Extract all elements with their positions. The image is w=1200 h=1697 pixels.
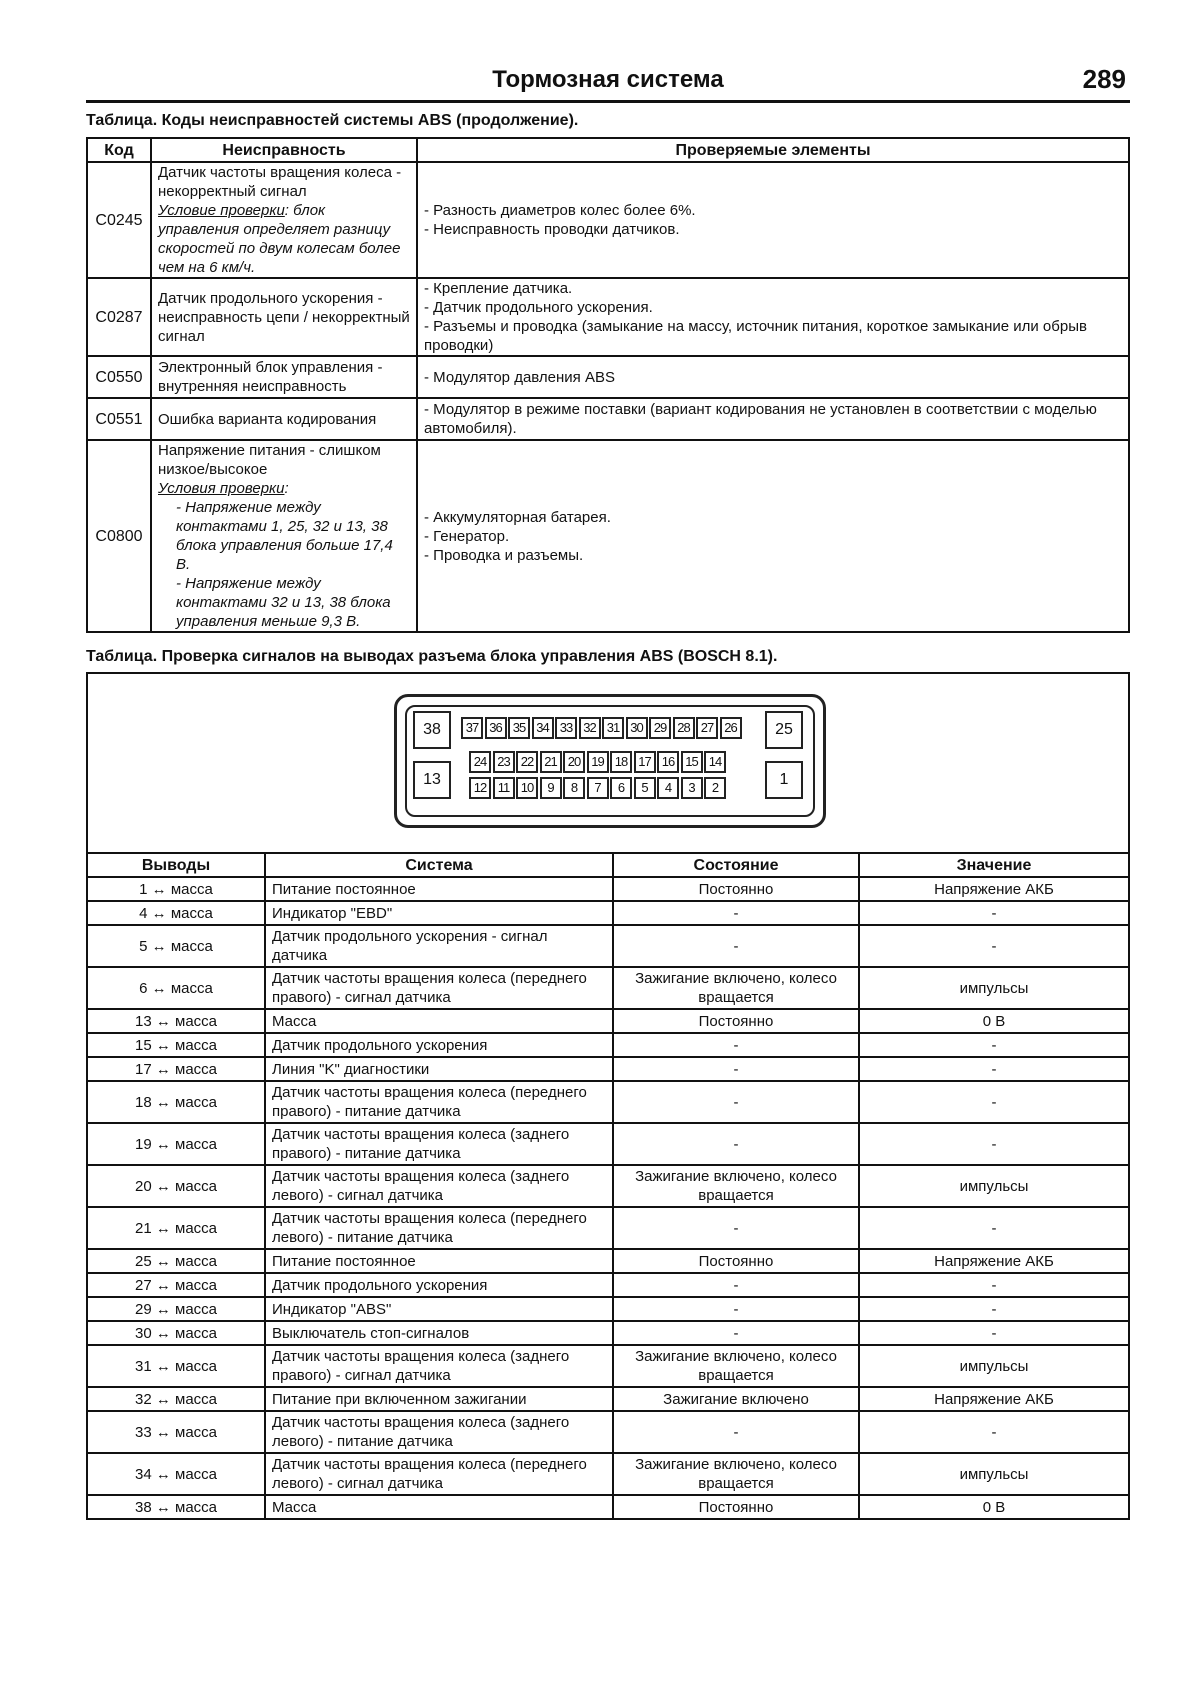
system-cell: Датчик частоты вращения колеса (переднего правого) - питание датчика [265,1081,613,1123]
connector-pin: 38 [413,711,451,749]
table-row [87,162,1129,278]
fault-text: Напряжение питания - слишком низкое/высокое [158,442,381,478]
table-row [87,1453,1129,1495]
value-cell: - [859,1033,1129,1057]
pin-cell: 5 ↔ масса [87,925,265,967]
pin-cell: 19 ↔ масса [87,1123,265,1165]
state-cell: - [613,1297,859,1321]
system-cell: Датчик продольного ускорения - сигнал датчика [265,925,613,967]
connector-pin: 5 [634,777,656,799]
table-row [87,901,1129,925]
fault-code: C0287 [87,278,151,356]
fault-description: Электронный блок управления - внутренняя неисправность [151,356,417,398]
pin-cell: 21 ↔ масса [87,1207,265,1249]
pin-cell: 25 ↔ масса [87,1249,265,1273]
state-cell: Зажигание включено, колесо вращается [613,1165,859,1207]
connector-pin: 14 [704,751,726,773]
condition-item: - Напряжение между контактами 1, 25, 32 и 13, 38 блока управления больше 17,4 В. [176,499,393,573]
pin-cell: 38 ↔ масса [87,1495,265,1519]
pin-cell: 34 ↔ масса [87,1453,265,1495]
state-cell: Постоянно [613,877,859,901]
signal-rows [87,877,1129,1519]
connector-pin: 1 [765,761,803,799]
state-cell: Зажигание включено, колесо вращается [613,967,859,1009]
state-cell: - [613,901,859,925]
condition-text: : блок управления определяет разницу скоростей по двум колесам более чем на 6 км/ч. [158,202,401,276]
element-item: - Модулятор давления ABS [424,368,615,386]
value-cell: - [859,1297,1129,1321]
table-row [87,1411,1129,1453]
value-cell: импульсы [859,1165,1129,1207]
condition-item: - Напряжение между контактами 32 и 13, 38 блока управления меньше 9,3 В. [176,575,391,630]
table-row [87,1495,1129,1519]
element-item: - Датчик продольного ускорения. [424,299,653,316]
table-row [87,1123,1129,1165]
pin-cell: 4 ↔ масса [87,901,265,925]
value-cell: импульсы [859,1345,1129,1387]
system-cell: Масса [265,1009,613,1033]
table-row [87,1387,1129,1411]
condition-label: Условия проверки: [158,480,289,497]
connector-pin: 11 [493,777,515,799]
table2-caption: Таблица. Проверка сигналов на выводах разъема блока управления ABS (BOSCH 8.1). [86,648,778,665]
value-cell: Напряжение АКБ [859,1387,1129,1411]
system-cell: Индикатор "EBD" [265,901,613,925]
value-cell: - [859,1321,1129,1345]
value-cell: - [859,1081,1129,1123]
table-row [87,1057,1129,1081]
table-row [87,1033,1129,1057]
element-item: - Проводка и разъемы. [424,546,584,564]
state-cell: Зажигание включено [613,1387,859,1411]
state-cell: - [613,1207,859,1249]
connector-pin: 22 [516,751,538,773]
table-row [87,1297,1129,1321]
pin-cell: 18 ↔ масса [87,1081,265,1123]
table-row [87,1207,1129,1249]
value-cell: - [859,1057,1129,1081]
connector-pin: 20 [563,751,585,773]
value-cell: - [859,901,1129,925]
system-cell: Датчик частоты вращения колеса (заднего правого) - питание датчика [265,1123,613,1165]
table-row [87,1081,1129,1123]
table-row [87,1273,1129,1297]
pin-cell: 33 ↔ масса [87,1411,265,1453]
state-cell: Зажигание включено, колесо вращается [613,1345,859,1387]
state-cell: - [613,1273,859,1297]
pin-cell: 30 ↔ масса [87,1321,265,1345]
connector-pin: 10 [516,777,538,799]
table-row [87,967,1129,1009]
column-header: Проверяемые элементы [417,138,1129,162]
table-row [87,1249,1129,1273]
checked-elements [417,278,1129,356]
table-row [87,1345,1129,1387]
connector-pin: 27 [696,717,718,739]
value-cell: - [859,925,1129,967]
value-cell: импульсы [859,967,1129,1009]
system-cell: Выключатель стоп-сигналов [265,1321,613,1345]
connector-pin: 4 [657,777,679,799]
table-row [87,440,1129,632]
value-cell: - [859,1273,1129,1297]
condition-label: Условие проверки [158,202,285,219]
connector-pin: 7 [587,777,609,799]
connector-pin: 37 [461,717,483,739]
checked-elements [417,440,1129,632]
system-cell: Датчик продольного ускорения [265,1273,613,1297]
table1-caption: Таблица. Коды неисправностей системы ABS (продолжение). [86,112,579,129]
state-cell: Постоянно [613,1009,859,1033]
connector-pin: 23 [493,751,515,773]
connector-pin: 9 [540,777,562,799]
element-item: - Аккумуляторная батарея. [424,508,611,526]
value-cell: Напряжение АКБ [859,1249,1129,1273]
connector-pin: 18 [610,751,632,773]
fault-text: Датчик частоты вращения колеса - некорректный сигнал [158,164,402,200]
fault-description: Датчик продольного ускорения - неисправность цепи / некорректный сигнал [151,278,417,356]
system-cell: Датчик продольного ускорения [265,1033,613,1057]
element-item: - Неисправность проводки датчиков. [424,221,680,238]
connector-pin: 29 [649,717,671,739]
connector-pin: 8 [563,777,585,799]
table-row [87,1321,1129,1345]
value-cell: импульсы [859,1453,1129,1495]
connector-pin: 16 [657,751,679,773]
table-row [87,877,1129,901]
state-cell: Зажигание включено, колесо вращается [613,1453,859,1495]
pin-cell: 1 ↔ масса [87,877,265,901]
connector-pin: 34 [532,717,554,739]
connector-pin: 15 [681,751,703,773]
connector-pin: 35 [508,717,530,739]
state-cell: - [613,1057,859,1081]
fault-codes-table [86,137,1130,633]
abs-connector-diagram [394,694,826,828]
fault-code: C0550 [87,356,151,398]
value-cell: 0 В [859,1009,1129,1033]
system-cell: Датчик частоты вращения колеса (переднего правого) - сигнал датчика [265,967,613,1009]
pin-cell: 17 ↔ масса [87,1057,265,1081]
table-row [87,1009,1129,1033]
table-row [87,925,1129,967]
connector-pin: 3 [681,777,703,799]
fault-code: C0551 [87,398,151,440]
element-item: - Модулятор в режиме поставки (вариант кодирования не установлен в соответствии с моделью автомобиля). [424,401,1097,437]
fault-description [151,162,417,278]
fault-description [151,440,417,632]
pin-cell: 13 ↔ масса [87,1009,265,1033]
connector-pin: 33 [555,717,577,739]
page-number: 289 [1082,64,1126,94]
element-item: - Разъемы и проводка (замыкание на массу, источник питания, короткое замыкание или обрыв проводки) [424,318,1087,354]
pin-cell: 20 ↔ масса [87,1165,265,1207]
value-cell: - [859,1207,1129,1249]
fault-description: Ошибка варианта кодирования [151,398,417,440]
state-cell: - [613,1033,859,1057]
system-cell: Датчик частоты вращения колеса (заднего правого) - сигнал датчика [265,1345,613,1387]
pin-cell: 6 ↔ масса [87,967,265,1009]
fault-code: C0800 [87,440,151,632]
table-header-row [87,853,1129,877]
connector-pin: 21 [540,751,562,773]
connector-pin: 6 [610,777,632,799]
element-item: - Генератор. [424,527,510,545]
value-cell: - [859,1411,1129,1453]
table-header-row [87,138,1129,162]
column-header: Выводы [87,853,265,877]
table-row [87,278,1129,356]
connector-pin: 31 [602,717,624,739]
state-cell: - [613,925,859,967]
system-cell: Датчик частоты вращения колеса (заднего левого) - сигнал датчика [265,1165,613,1207]
connector-pin: 2 [704,777,726,799]
checked-elements [417,162,1129,278]
connector-pin: 32 [579,717,601,739]
connector-pin: 12 [469,777,491,799]
value-cell: - [859,1123,1129,1165]
checked-elements [417,356,1129,398]
connector-pin: 24 [469,751,491,773]
column-header: Код [87,138,151,162]
system-cell: Питание при включенном зажигании [265,1387,613,1411]
connector-pin: 30 [626,717,648,739]
connector-pin: 25 [765,711,803,749]
connector-pin: 36 [485,717,507,739]
page-header [86,62,1130,103]
connector-pin: 28 [673,717,695,739]
table-row [87,356,1129,398]
column-header: Система [265,853,613,877]
pin-cell: 15 ↔ масса [87,1033,265,1057]
state-cell: - [613,1321,859,1345]
pin-cell: 31 ↔ масса [87,1345,265,1387]
element-item: - Крепление датчика. [424,280,573,297]
system-cell: Питание постоянное [265,1249,613,1273]
system-cell: Датчик частоты вращения колеса (переднего левого) - питание датчика [265,1207,613,1249]
state-cell: Постоянно [613,1249,859,1273]
value-cell: Напряжение АКБ [859,877,1129,901]
system-cell: Датчик частоты вращения колеса (переднего левого) - сигнал датчика [265,1453,613,1495]
connector-pin: 17 [634,751,656,773]
table-row [87,1165,1129,1207]
page-title: Тормозная система [492,66,724,93]
system-cell: Линия "K" диагностики [265,1057,613,1081]
system-cell: Индикатор "ABS" [265,1297,613,1321]
column-header: Состояние [613,853,859,877]
table-row [87,398,1129,440]
column-header: Значение [859,853,1129,877]
state-cell: Постоянно [613,1495,859,1519]
pin-cell: 27 ↔ масса [87,1273,265,1297]
connector-pin: 26 [720,717,742,739]
pin-cell: 29 ↔ масса [87,1297,265,1321]
element-item: - Разность диаметров колес более 6%. [424,202,696,219]
connector-pin: 19 [587,751,609,773]
system-cell: Датчик частоты вращения колеса (заднего левого) - питание датчика [265,1411,613,1453]
value-cell: 0 В [859,1495,1129,1519]
system-cell: Питание постоянное [265,877,613,901]
connector-diagram-panel [86,672,1130,854]
fault-code: C0245 [87,162,151,278]
pin-cell: 32 ↔ масса [87,1387,265,1411]
state-cell: - [613,1411,859,1453]
signal-check-table [86,852,1130,1520]
system-cell: Масса [265,1495,613,1519]
checked-elements [417,398,1129,440]
state-cell: - [613,1123,859,1165]
connector-pin: 13 [413,761,451,799]
state-cell: - [613,1081,859,1123]
column-header: Неисправность [151,138,417,162]
